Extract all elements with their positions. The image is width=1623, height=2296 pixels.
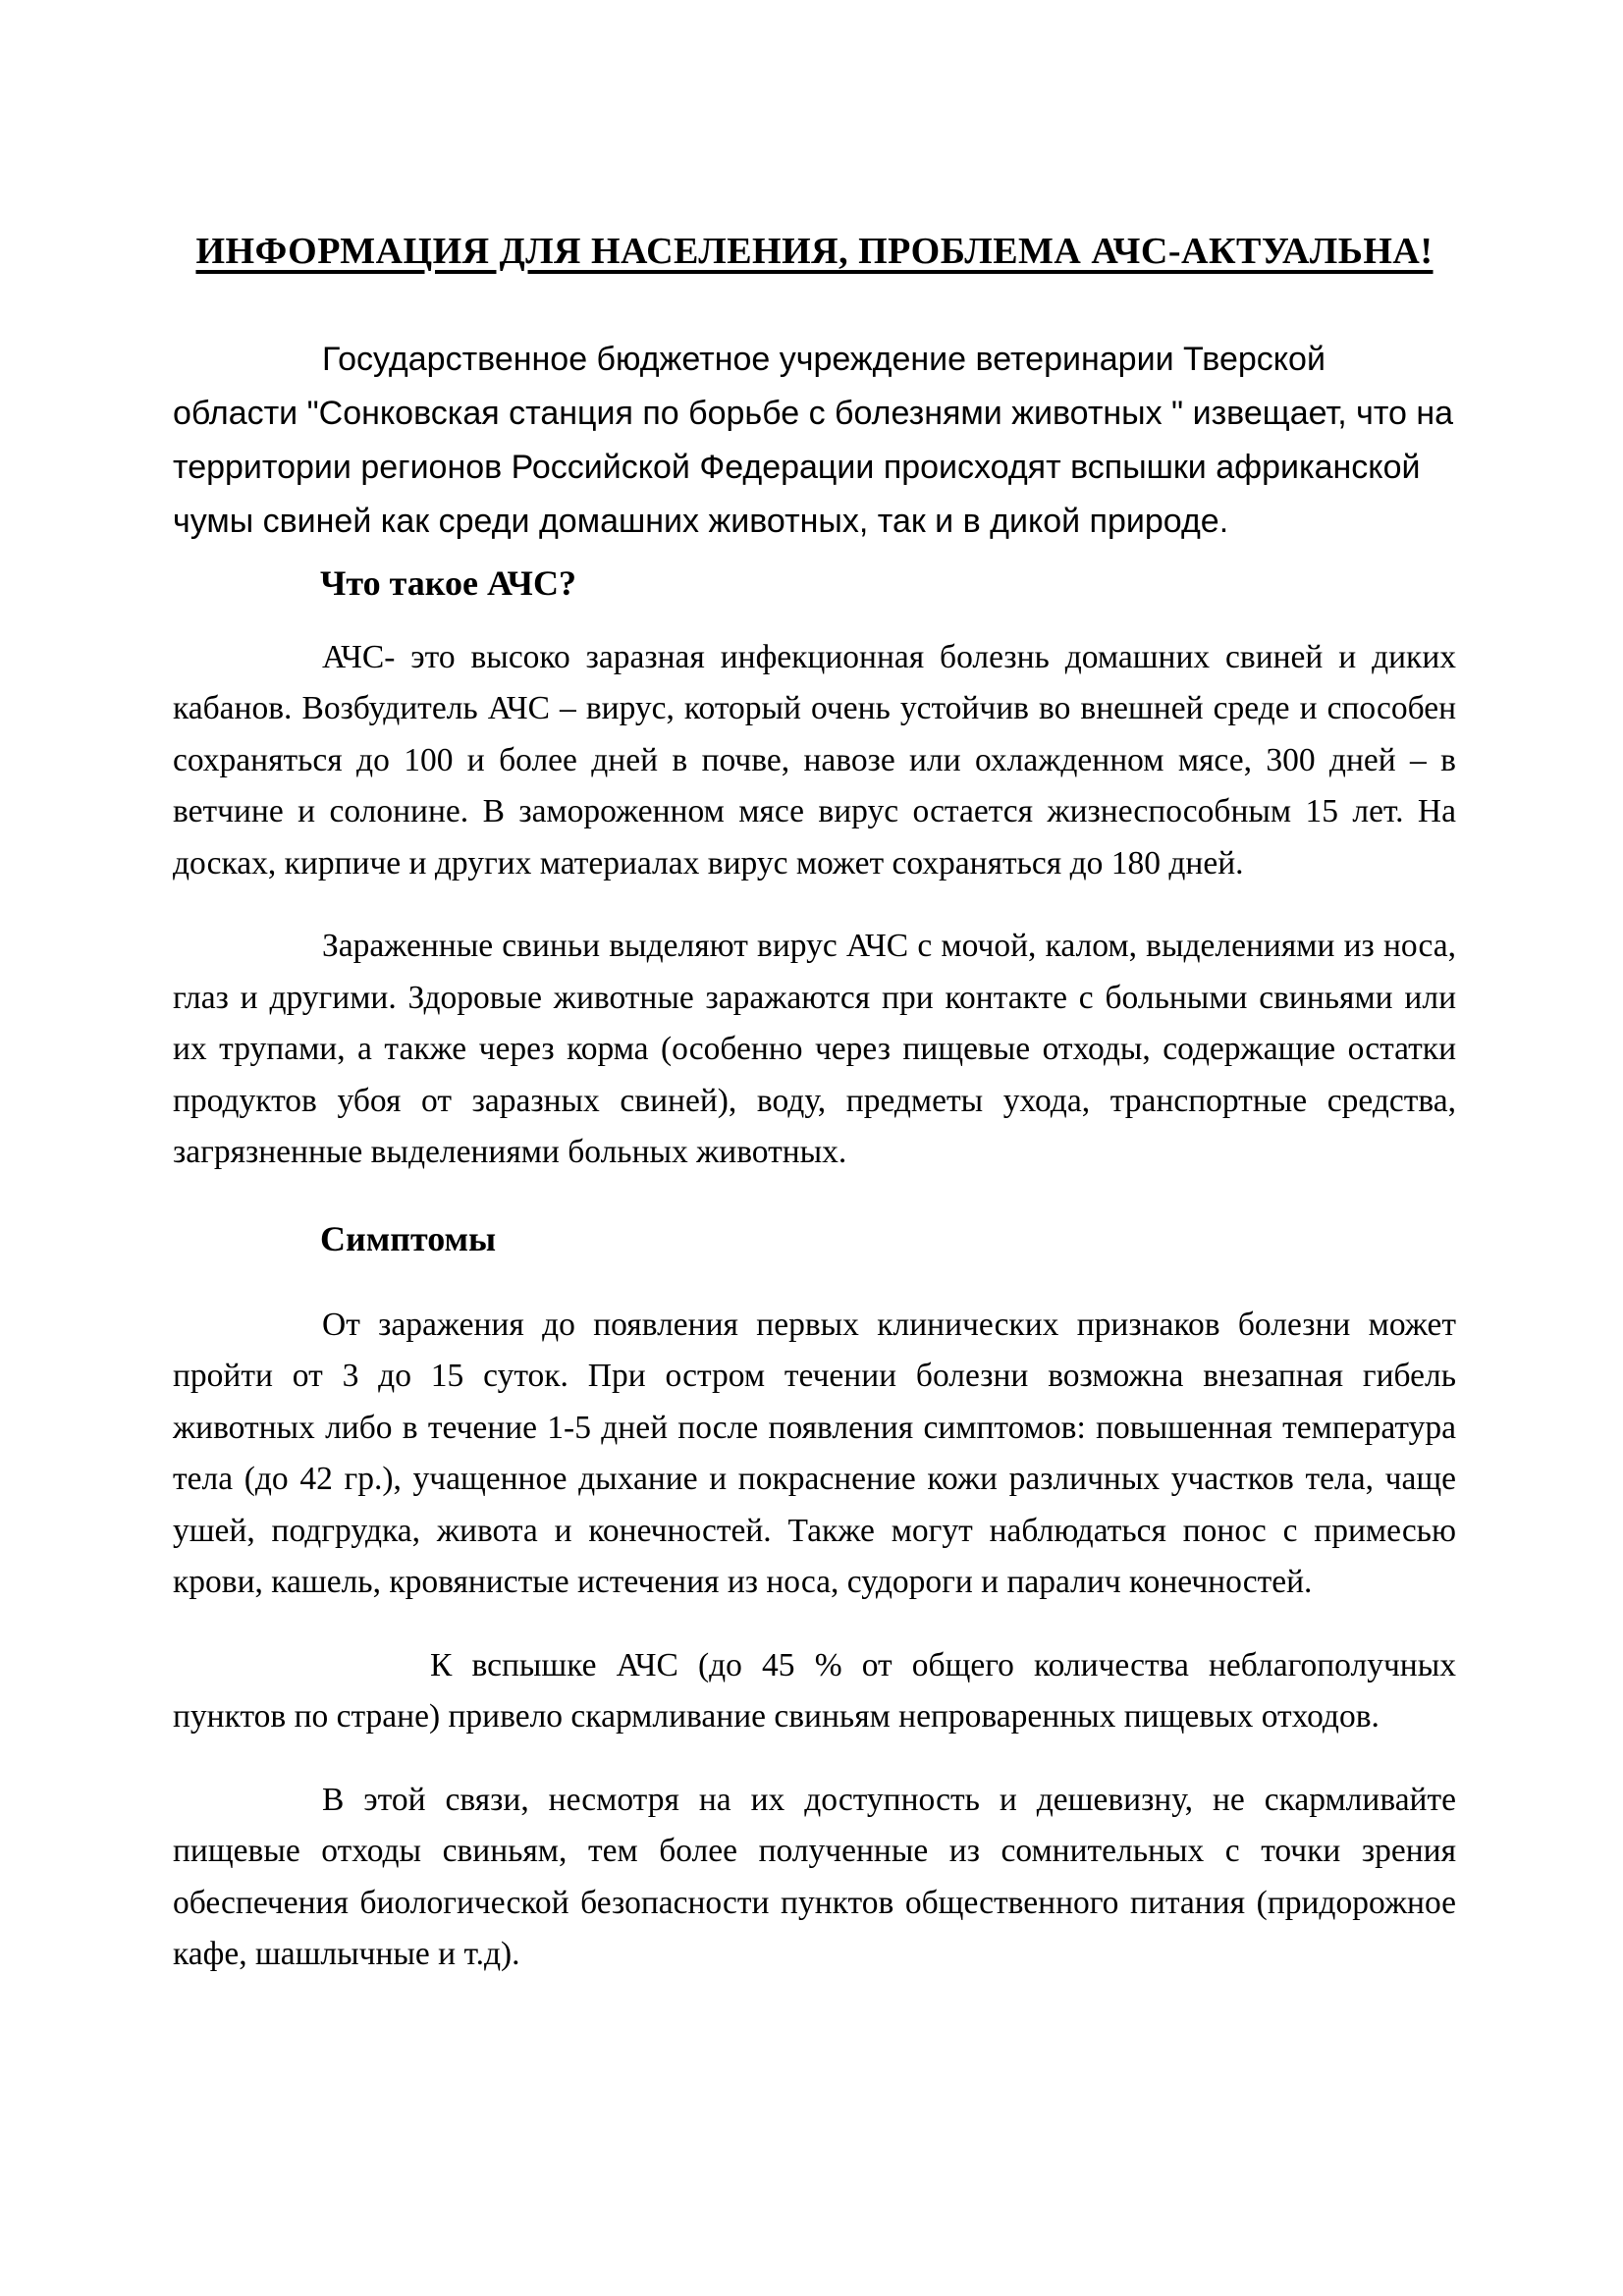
paragraph-outbreak-cause: К вспышке АЧС (до 45 % от общего количества неблагополучных пунктов по стране) привело скармливание свиньям непроваренных пищевых отходов. (173, 1646, 1456, 1735)
paragraph-advice: В этой связи, несмотря на их доступность и дешевизну, не скармливайте пищевые отходы свиньям, тем более полученные из сомнительных с точки зрения обеспечения биологической безопасности пунктов общественного питания (придорожное кафе, шашлычные и т.д). (173, 1781, 1456, 1973)
intro-paragraph: Государственное бюджетное учреждение ветеринарии Тверской области "Сонковская станция по борьбе с болезнями животных " извещает, что на территории регионов Российской Федерации происходят вспышки африканской чумы свиней как среди домашних животных, так и в дикой природе. (173, 340, 1454, 540)
heading-what-is-asf: Что такое АЧС? (320, 562, 576, 603)
paragraph-symptoms: От заражения до появления первых клинических признаков болезни может пройти от 3 до 15 суток. При остром течении болезни возможна внезапная гибель животных либо в течение 1-5 дней после появления симптомов: повышенная температура тела (до 42 гр.), учащенное дыхание и покраснение кожи различных участков тела, чаще ушей, подгрудка, живота и конечностей. Также могут наблюдаться понос с примесью крови, кашель, кровянистые истечения из носа, судороги и паралич конечностей. (173, 1306, 1456, 1601)
paragraph-virus-description: АЧС- это высоко заразная инфекционная болезнь домашних свиней и диких кабанов. Возбудитель АЧС – вирус, который очень устойчив во внешней среде и способен сохраняться до 100 и более дней в почве, навозе или охлажденном мясе, 300 дней – в ветчине и солонине. В замороженном мясе вирус остается жизнеспособным 15 лет. На досках, кирпиче и других материалах вирус может сохраняться до 180 дней. (173, 638, 1456, 881)
document-title: ИНФОРМАЦИЯ ДЛЯ НАСЕЛЕНИЯ, ПРОБЛЕМА АЧС-АКТУАЛЬНА! (195, 231, 1434, 272)
heading-symptoms: Симптомы (320, 1218, 497, 1258)
paragraph-transmission: Зараженные свиньи выделяют вирус АЧС с мочой, калом, выделениями из носа, глаз и другими. Здоровые животные заражаются при контакте с больными свиньями или их трупами, а также через корма (особенно через пищевые отходы, содержащие остатки продуктов убоя от заразных свиней), воду, предметы ухода, транспортные средства, загрязненные выделениями больных животных. (173, 928, 1456, 1171)
